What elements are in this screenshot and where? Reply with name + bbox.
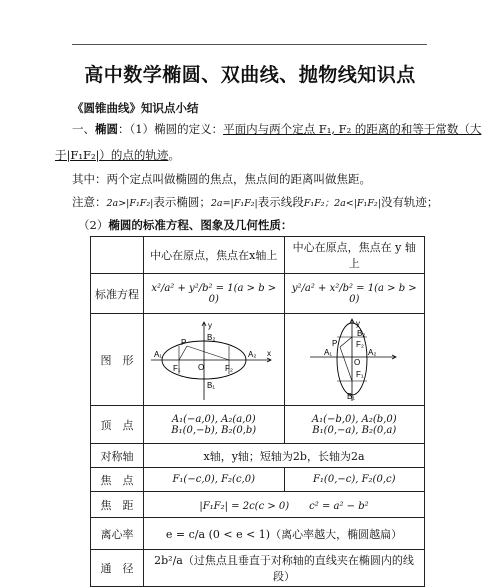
label-A2: A₂ <box>247 349 257 359</box>
label-B2: B₂ <box>206 332 216 342</box>
focal-text: |F₁F₂| = 2c(c > 0) c² = a² − b² <box>144 492 425 518</box>
label-F2: F₂ <box>224 363 233 373</box>
table-row <box>91 492 425 518</box>
col2-header: 中心在原点，焦点在 y 轴上 <box>284 237 425 274</box>
label-B1: B₁ <box>206 380 215 390</box>
label-O: O <box>354 357 361 367</box>
p4-b: 2a>|F₁F₂| <box>106 198 154 209</box>
p1-bold: 椭圆 <box>95 122 118 136</box>
label-F1: F₁ <box>172 363 181 373</box>
p4-d: 2a=|F₁F₂| <box>210 198 258 209</box>
attention-note <box>72 194 438 212</box>
p1-underlined: 平面内与两个定点 F₁, F₂ 的距离的和等于常数（大 <box>223 122 482 136</box>
subsection-heading <box>78 217 292 233</box>
label-y: y <box>356 318 361 328</box>
std-eq-x: x²/a² + y²/b² = 1(a > b > 0) <box>144 274 285 314</box>
definition-line-1 <box>72 121 481 137</box>
graph-y-cell <box>284 314 425 406</box>
label-A1: A₁ <box>153 349 162 359</box>
ellipse-x-graph <box>149 318 279 402</box>
focal-radius-2 <box>340 347 352 381</box>
focus-note: 其中：两个定点叫做椭圆的焦点，焦点间的距离叫做焦距。 <box>72 172 371 186</box>
p4-f: F₁F₂； <box>303 198 335 209</box>
table-row <box>91 406 425 444</box>
focal-radius-2 <box>187 346 229 360</box>
vertex-x-a: A₁(−a,0), A₂(a,0) <box>171 413 256 425</box>
row-label-focal-distance: 焦 距 <box>91 492 144 518</box>
ellipse-properties-table <box>90 236 425 587</box>
corner-cell <box>91 237 144 274</box>
row-label-standard-equation: 标准方程 <box>91 274 144 314</box>
definition-line-2 <box>55 147 180 163</box>
row-label-eccentricity: 离心率 <box>91 518 144 550</box>
label-F2: F₂ <box>356 339 365 349</box>
table-row <box>91 518 425 550</box>
p2-end: 。 <box>168 148 180 162</box>
focal-radius-1 <box>179 346 187 360</box>
label-y: y <box>207 320 212 330</box>
label-P: P <box>180 337 187 347</box>
row-label-latus-rectum: 通 径 <box>91 550 144 587</box>
table-row <box>91 314 425 406</box>
p1-mid: ：（1）椭圆的定义： <box>118 122 224 136</box>
vertex-y-a: A₁(−b,0), A₂(b,0) <box>311 413 397 425</box>
table-row <box>91 274 425 314</box>
p5-b: 椭圆的标准方程、图象及几何性质： <box>108 218 293 232</box>
table-row <box>91 550 425 587</box>
page-title: 高中数学椭圆、双曲线、抛物线知识点 <box>84 64 416 86</box>
p4-h: 没有轨迹； <box>380 195 439 209</box>
label-A2: A₂ <box>368 347 377 357</box>
label-O: O <box>197 362 204 372</box>
vertex-y-cell <box>284 406 425 444</box>
p5-a: （2） <box>78 218 109 232</box>
p1-prefix: 一、 <box>72 122 95 136</box>
vertex-x-cell <box>144 406 285 444</box>
label-A1: A₁ <box>324 347 333 357</box>
focal-radius-1 <box>340 337 352 347</box>
focus-x: F₁(−c,0), F₂(c,0) <box>144 468 285 492</box>
header-rule <box>72 44 427 45</box>
std-eq-y: y²/a² + x²/b² = 1(a > b > 0) <box>284 274 425 314</box>
focus-y: F₁(0,−c), F₂(0,c) <box>284 468 425 492</box>
label-F1: F₁ <box>356 369 364 379</box>
axis-text: x轴，y轴；短轴为2b，长轴为2a <box>144 444 425 468</box>
table-row <box>91 444 425 468</box>
table-header-row <box>91 237 425 274</box>
row-label-axis: 对称轴 <box>91 444 144 468</box>
latus-text: 2b²/a（过焦点且垂直于对称轴的直线夹在椭圆内的线段） <box>144 550 425 587</box>
ellipse-y-graph <box>304 317 404 403</box>
label-B2: B₂ <box>357 328 366 338</box>
label-P: P <box>332 338 338 348</box>
label-B1: B₁ <box>347 391 356 401</box>
p4-g: 2a<|F₁F₂| <box>334 198 381 209</box>
p4-e: 表示线段 <box>257 195 304 209</box>
vertex-x-b: B₁(0,−b), B₂(0,b) <box>171 424 257 436</box>
p2-underlined: 于|F₁F₂|）的点的轨迹 <box>55 148 169 162</box>
graph-x-cell <box>144 314 285 406</box>
vertex-y-b: B₁(0,−a), B₂(0,a) <box>312 424 397 436</box>
p4-a: 注意： <box>72 195 107 209</box>
row-label-vertex: 顶 点 <box>91 406 144 444</box>
ecc-text: e = c/a (0 < e < 1)（离心率越大，椭圆越扁） <box>144 518 425 550</box>
table-row <box>91 468 425 492</box>
row-label-focus: 焦 点 <box>91 468 144 492</box>
label-x: x <box>266 348 271 358</box>
col1-header: 中心在原点，焦点在x轴上 <box>144 237 285 274</box>
p4-c: 表示椭圆； <box>153 195 211 209</box>
section-heading: 《圆锥曲线》知识点小结 <box>72 101 199 115</box>
row-label-graph: 图 形 <box>91 314 144 406</box>
